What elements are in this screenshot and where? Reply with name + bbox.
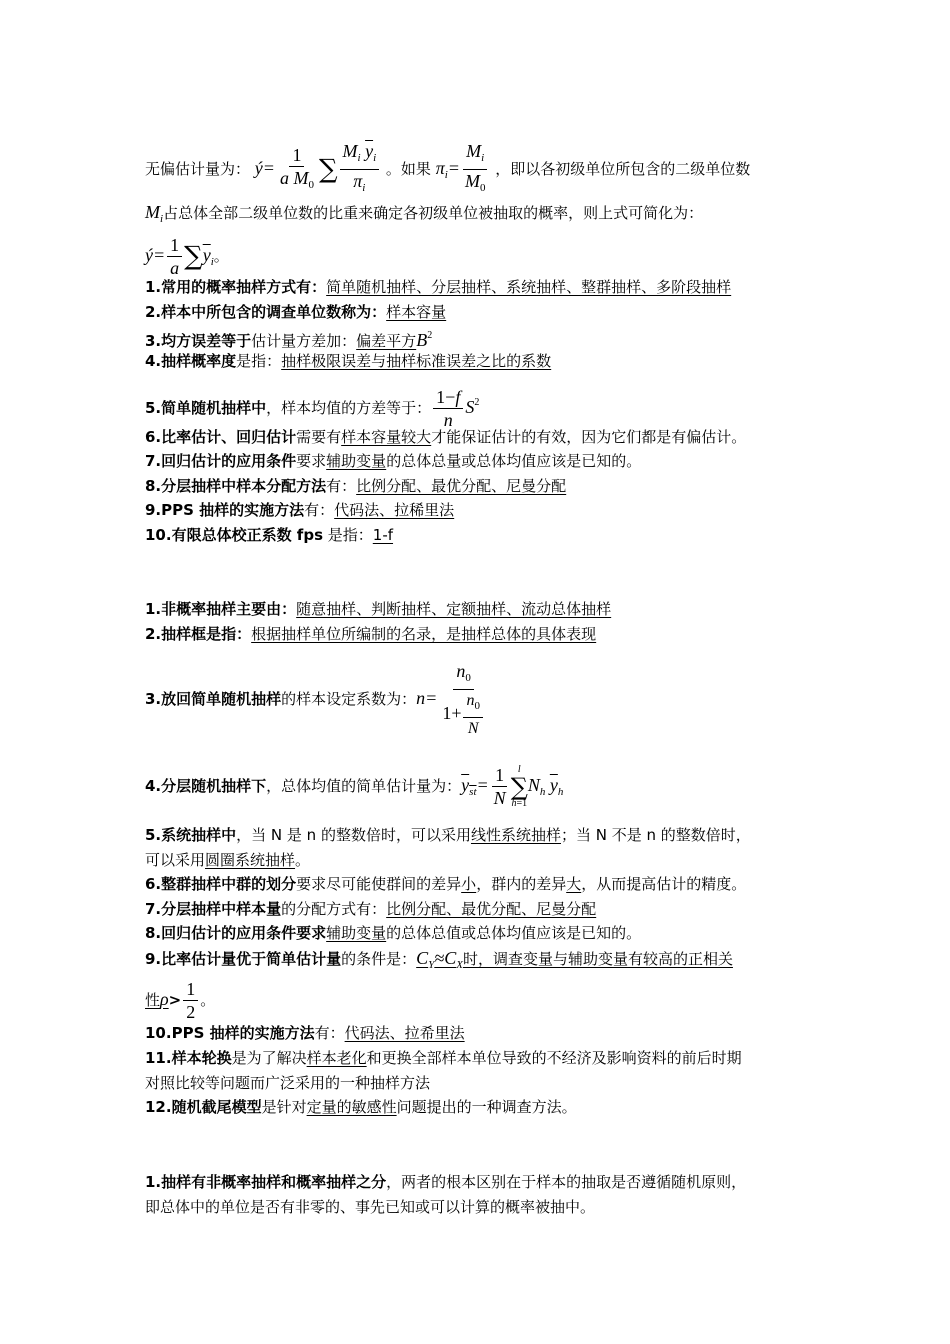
s1-item-5: 5.简单随机抽样中，样本均值的方差等于： $\frac{1-f}{n}$ $S^2$ <box>145 387 480 430</box>
formula-frac-n0-over-1-plus-n0-N: $n_0$ 1+ $\frac{n_0}{N}$ <box>439 660 488 740</box>
answer: 小 <box>461 875 477 893</box>
formula-CY-approx-CX: $C_Y\approx C_X$ <box>416 948 463 971</box>
answer: 线性系统抽样 <box>470 826 561 844</box>
answer: 根据抽样单位所编制的名录，是抽样总体的具体表现 <box>251 625 597 643</box>
s1-item-3: 3.均方误差等于估计量方差加：偏差平方$B^2$ <box>145 330 433 350</box>
intro-mid: 。如果 <box>385 160 431 178</box>
s2-item-7: 7.分层抽样中样本量的分配方式有：比例分配、最优分配、尼曼分配 <box>145 900 597 918</box>
formula-pi-i: $\pi_i=$ <box>435 158 460 181</box>
formula-frac-1-over-N: $\frac{1}{N}$ <box>493 765 506 808</box>
s1-item-8: 8.分层抽样中样本分配方法有：比例分配、最优分配、尼曼分配 <box>145 477 567 495</box>
intro-suffix: ，即以各初级单位所包含的二级单位数 <box>495 160 751 178</box>
formula-frac-1-over-aM0: $\frac{1}{a M_0}$ <box>279 144 314 191</box>
s2-item-11-line-2: 对照比较等问题而广泛采用的一种抽样方法 <box>145 1074 431 1092</box>
intro-line-3: ý= $\frac{1}{a}$ $\sum\overline{y}_i$。 <box>145 235 229 278</box>
s1-item-7: 7.回归估计的应用条件要求辅助变量的总体总量或总体均值应该是已知的。 <box>145 452 642 470</box>
answer: 比例分配、最优分配、尼曼分配 <box>386 900 597 918</box>
s2-item-2: 2.抽样框是指：根据抽样单位所编制的名录，是抽样总体的具体表现 <box>145 625 597 643</box>
formula-y-hat-simplified: ý= <box>145 245 166 265</box>
answer: 随意抽样、判断抽样、定额抽样、流动总体抽样 <box>296 600 612 618</box>
s2-item-12: 12.随机截尾模型是针对定量的敏感性问题提出的一种调查方法。 <box>145 1098 577 1116</box>
s2-item-8: 8.回归估计的应用条件要求辅助变量的总体总值或总体均值应该是已知的。 <box>145 924 642 942</box>
formula-Mi: $M_i$ <box>145 202 164 225</box>
answer: 定量的敏感性 <box>306 1098 397 1116</box>
s2-item-3: 3.放回简单随机抽样的样本设定系数为：n= $n_0$ 1+ $\frac{n_0}{N}$ <box>145 658 490 738</box>
formula-frac-1-over-2: $\frac{1}{2}$ <box>183 978 198 1023</box>
s2-item-9: 9.比率估计量优于简单估计量的条件是：$C_Y\approx C_X$时，调查变量与辅助变量有较高的正相关 <box>145 948 733 971</box>
intro-line-2 <box>145 202 703 229</box>
formula-n-eq: n= <box>416 688 438 708</box>
s2-item-5: 5.系统抽样中，当 N 是 n 的整数倍时，可以采用线性系统抽样；当 N 不是 n 的整数倍时， <box>145 826 751 844</box>
answer: 代码法、拉希里法 <box>344 1024 465 1042</box>
s2-item-11: 11.样本轮换是为了解决样本老化和更换全部样本单位导致的不经济及影响资料的前后时期 <box>145 1049 742 1067</box>
sum-sign: ∑ <box>318 154 338 185</box>
answer: 简单随机抽样、分层抽样、系统抽样、整群抽样、多阶段抽样 <box>326 278 732 296</box>
answer: 样本容量较大 <box>341 428 432 446</box>
answer: 辅助变量 <box>326 924 387 942</box>
s2-item-5-line-2: 可以采用圆圈系统抽样。 <box>145 851 311 869</box>
s1-item-10: 10.有限总体校正系数 fps 是指：1-f <box>145 526 394 544</box>
intro-prefix: 无偏估计量为： <box>145 160 251 178</box>
intro-line-2-text: 占总体全部二级单位数的比重来确定各初级单位被抽取的概率，则上式可简化为： <box>163 204 704 222</box>
s2-item-1: 1.非概率抽样主要由：随意抽样、判断抽样、定额抽样、流动总体抽样 <box>145 600 612 618</box>
s2-item-10: 10.PPS 抽样的实施方法有：代码法、拉希里法 <box>145 1024 465 1042</box>
intro-line-1 <box>145 140 750 199</box>
s2-item-4: 4.分层随机抽样下，总体均值的简单估计量为：$y_{st}=$ $\frac{1}{N}$ l ∑ h=1 $N_h$ $\overline{y}_h$ <box>145 763 564 809</box>
answer: 偏差平方 <box>356 332 417 350</box>
formula-y-st: $y_{st}=$ <box>461 775 489 798</box>
s2-item-6: 6.整群抽样中群的划分要求尽可能使群间的差异小，群内的差异大，从而提高估计的精度。 <box>145 875 747 893</box>
answer: 圆圈系统抽样 <box>205 851 296 869</box>
answer: 时，调查变量与辅助变量有较高的正相关 <box>462 950 733 968</box>
s1-item-9: 9.PPS 抽样的实施方法有：代码法、拉稀里法 <box>145 501 455 519</box>
sum-h-1-to-l: l ∑ h=1 <box>510 763 528 809</box>
s1-item-1: 1.常用的概率抽样方式有：简单随机抽样、分层抽样、系统抽样、整群抽样、多阶段抽样 <box>145 278 732 296</box>
s3-item-1: 1.抽样有非概率抽样和概率抽样之分，两者的根本区别在于样本的抽取是否遵循随机原则， <box>145 1173 747 1191</box>
formula-frac-Mi-yi-over-pi: $\frac{M_i \overline{y}_i}{\pi_i}$ <box>340 140 380 199</box>
formula-rho-gt: ρ <box>160 989 169 1009</box>
answer: 辅助变量 <box>326 452 387 470</box>
answer: 样本容量 <box>386 303 447 321</box>
formula-S-squared: $S^2$ <box>465 397 480 417</box>
answer: 大 <box>566 875 582 893</box>
formula-y-hat: ý= <box>254 158 275 178</box>
formula-frac-Mi-over-M0: $\frac{M_i}{M_0}$ <box>464 141 486 194</box>
formula-frac-1-f-over-n: $\frac{1-f}{n}$ <box>433 386 463 431</box>
answer: 1-f <box>372 526 394 544</box>
answer: 比例分配、最优分配、尼曼分配 <box>356 477 567 495</box>
s1-item-2: 2.样本中所包含的调查单位数称为：样本容量 <box>145 303 447 321</box>
answer: 代码法、拉稀里法 <box>334 501 455 519</box>
formula-frac-1-over-a: $\frac{1}{a}$ <box>167 234 182 279</box>
s3-item-1-line-2: 即总体中的单位是否有非零的、事先已知或可以计算的概率被抽中。 <box>145 1198 596 1216</box>
answer: 样本老化 <box>306 1049 367 1067</box>
answer: 抽样极限误差与抽样标准误差之比的系数 <box>281 352 552 370</box>
formula-B-squared: $B^2$ <box>416 330 433 350</box>
answer: 性 <box>145 991 161 1009</box>
s2-item-9-line-2: 性ρ> $\frac{1}{2}$ 。 <box>145 979 216 1022</box>
s1-item-4: 4.抽样概率度是指：抽样极限误差与抽样标准误差之比的系数 <box>145 352 552 370</box>
s1-item-6: 6.比率估计、回归估计需要有样本容量较大才能保证估计的有效，因为它们都是有偏估计。 <box>145 428 747 446</box>
